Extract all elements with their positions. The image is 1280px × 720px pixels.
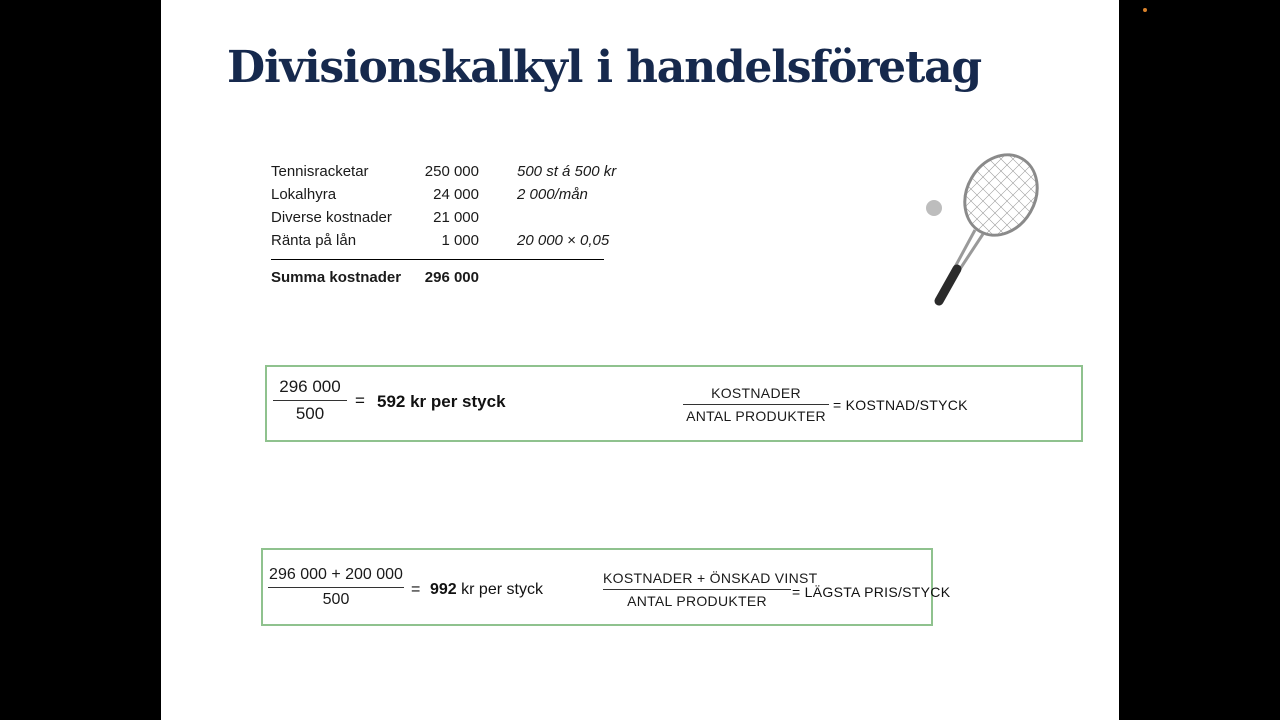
cost-amount: 21 000 — [433, 209, 479, 226]
cost-amount: 250 000 — [424, 163, 479, 180]
result-cost-per-unit: 592 kr per styck — [377, 392, 506, 411]
total-amount: 296 000 — [424, 269, 479, 286]
fraction-denominator: 500 — [295, 404, 325, 423]
tennis-racket-and-ball-icon — [911, 150, 1051, 315]
formula-box-cost-per-unit — [265, 365, 1083, 442]
total-label: Summa kostnader — [271, 269, 402, 286]
fraction-denominator: ANTAL PRODUKTER — [686, 408, 826, 424]
cost-label: Lokalhyra — [271, 186, 337, 203]
cost-row — [271, 229, 611, 252]
fraction-cost-calc — [273, 377, 347, 424]
fraction-numerator: 296 000 — [279, 377, 341, 396]
fraction-generic-cost — [683, 385, 829, 424]
result-value: 992 — [430, 581, 457, 598]
fraction-generic-price — [603, 570, 818, 609]
sum-divider — [271, 259, 604, 260]
fraction-price-calc — [268, 566, 404, 609]
generic-result-label: = KOSTNAD/STYCK — [833, 397, 968, 413]
total-row — [271, 266, 611, 289]
tennis-ball — [926, 200, 942, 216]
result-lowest-price — [430, 581, 543, 599]
fraction-bar — [268, 587, 404, 588]
cost-note: 2 000/mån — [517, 186, 588, 203]
cost-note: 500 st á 500 kr — [517, 163, 617, 180]
fraction-denominator: 500 — [322, 591, 350, 608]
generic-result-label: = LÄGSTA PRIS/STYCK — [792, 584, 951, 600]
formula-box-lowest-price — [261, 548, 951, 626]
cost-label: Diverse kostnader — [271, 209, 392, 226]
cost-label: Ränta på lån — [271, 232, 357, 249]
fraction-bar — [683, 404, 829, 405]
fraction-denominator: ANTAL PRODUKTER — [627, 593, 767, 609]
recording-indicator-dot — [1143, 8, 1147, 12]
fraction-numerator: 296 000 + 200 000 — [269, 566, 403, 583]
cost-table — [271, 160, 617, 286]
fraction-numerator: KOSTNADER + ÖNSKAD VINST — [603, 570, 818, 586]
cost-row — [271, 160, 617, 183]
cost-amount: 24 000 — [433, 186, 479, 203]
cost-row — [271, 183, 611, 206]
equals-sign: = — [411, 581, 421, 598]
slide-title: Divisionskalkyl i handelsföretag — [227, 42, 981, 93]
cost-note: 20 000 × 0,05 — [517, 232, 610, 249]
slide — [161, 0, 1119, 720]
fraction-bar — [603, 589, 791, 590]
fraction-numerator: KOSTNADER — [711, 385, 801, 401]
fraction-bar — [273, 400, 347, 401]
cost-row — [271, 206, 611, 229]
equals-sign: = — [355, 391, 365, 410]
cost-amount: 1 000 — [441, 232, 479, 249]
result-unit: kr per styck — [461, 581, 543, 598]
cost-label: Tennisracketar — [271, 163, 369, 180]
